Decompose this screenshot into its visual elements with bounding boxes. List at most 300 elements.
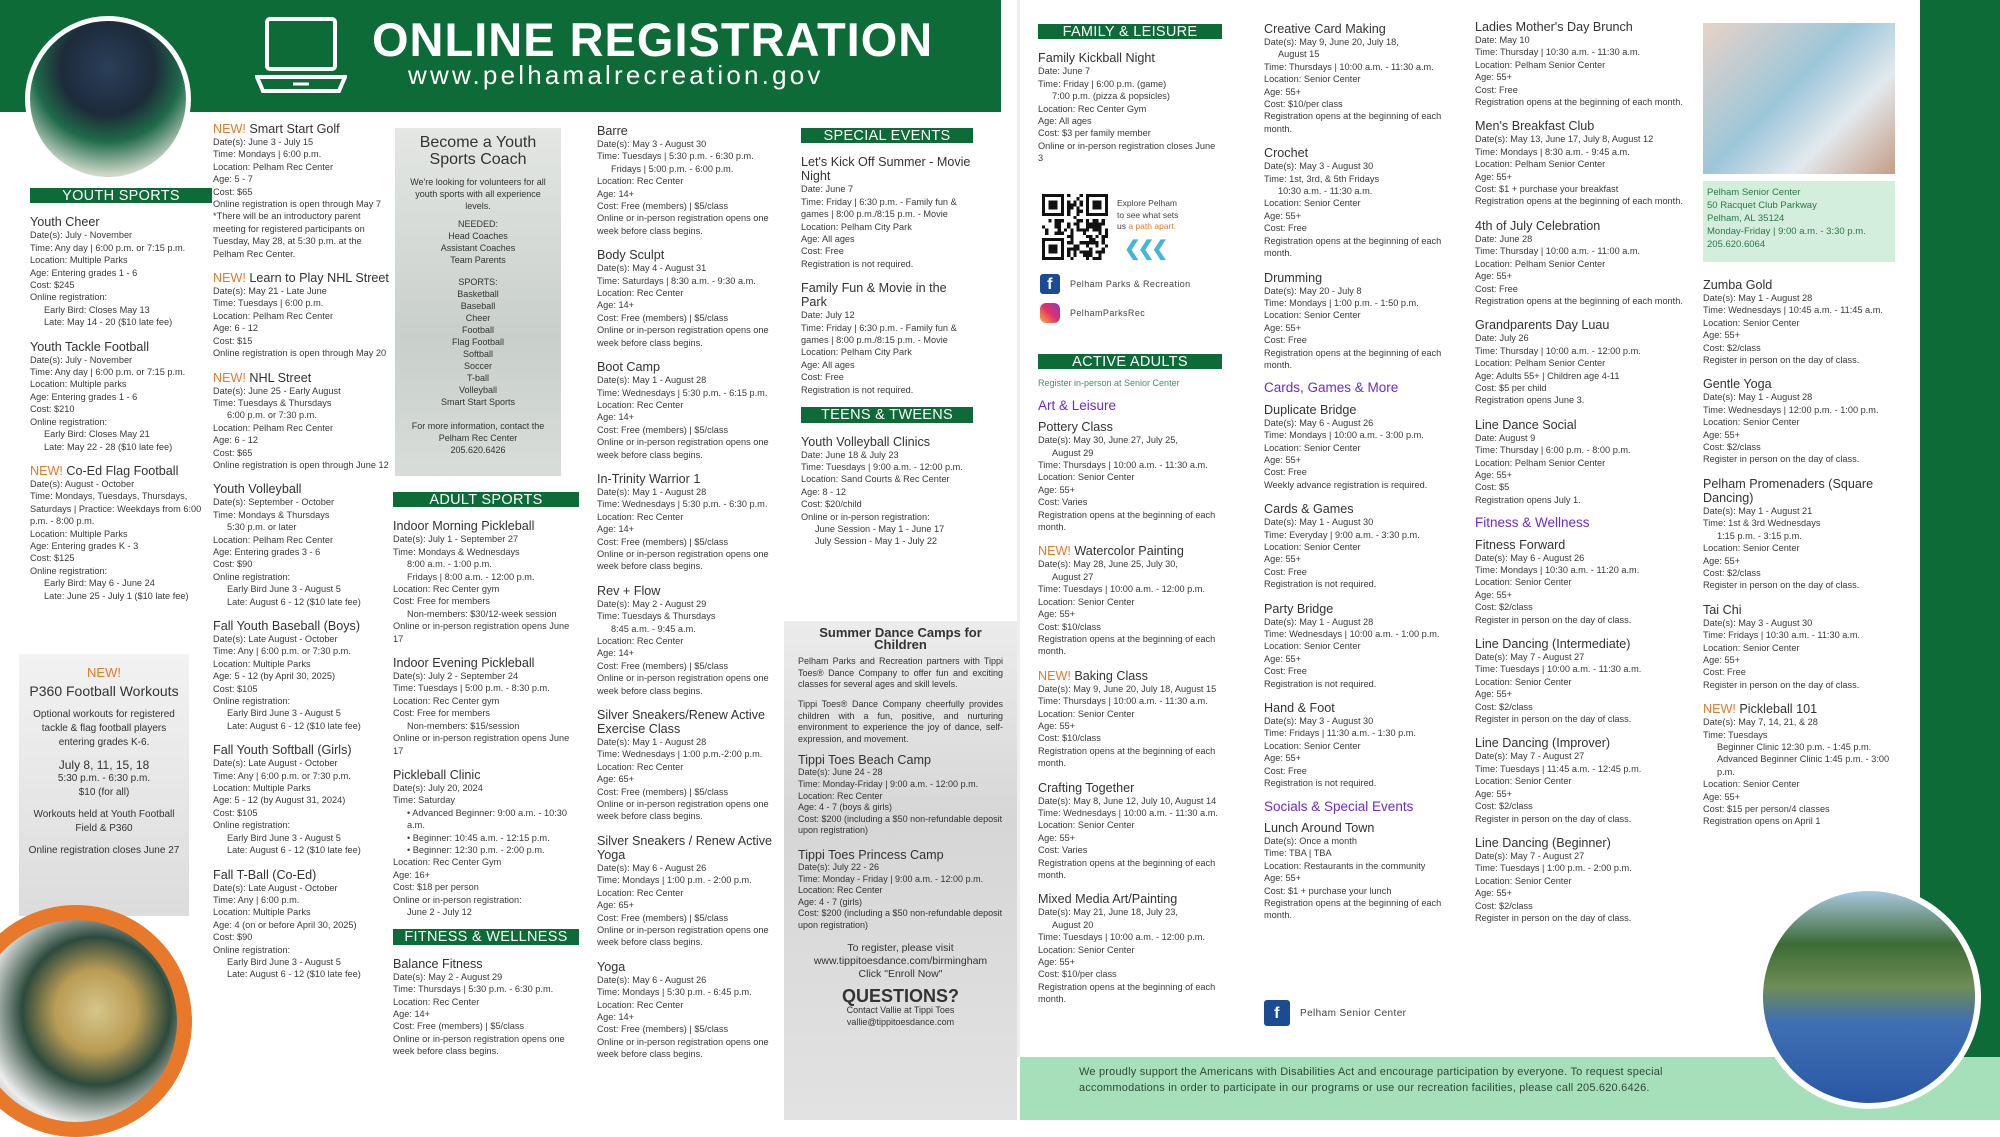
program-detail: Location: Rec Center [597,999,684,1010]
program-detail: Location: Senior Center [1475,577,1572,588]
promo-time: 5:30 p.m. - 6:30 p.m. [57,773,151,784]
program-title [597,960,777,974]
program-title [30,464,212,478]
program-title [1038,51,1222,65]
program-detail: Location: Multiple Parks [213,783,311,794]
program-detail: Time: Fridays | 11:30 a.m. - 1:30 p.m. [1264,728,1416,739]
program-entry [1264,602,1450,690]
program-detail: Early Bird June 3 - August 5 [227,708,341,719]
program-detail: Non-members: $15/session [407,720,520,731]
new-badge: NEW! [213,122,246,136]
program-detail: Date(s): May 21 - Late June [213,286,327,297]
program-name: Lunch Around Town [1264,820,1375,835]
program-name: Family Kickball Night [1038,51,1155,66]
program-detail: Time: Wednesdays | 5:30 p.m. - 6:15 p.m. [597,387,768,398]
program-name: Tippi Toes Beach Camp [798,753,932,768]
program-detail: Time: TBA | TBA [1264,848,1332,859]
program-name: Co-Ed Flag Football [66,463,179,478]
program-detail: Early Bird June 3 - August 5 [227,956,341,967]
program-detail: Location: Senior Center [1038,708,1135,719]
questions-heading: QUESTIONS? [841,986,959,1007]
program-detail: August 15 [1278,49,1320,60]
program-detail: Location: Senior Center [1475,875,1572,886]
program-entry [1703,702,1903,828]
enroll-text: Click "Enroll Now" [858,968,943,981]
program-detail: Date(s): July 1 - September 27 [393,534,519,545]
program-entry [1703,278,1903,366]
program-detail: Time: Thursday | 10:00 a.m. - 11:00 a.m. [1475,246,1641,257]
program-detail: Late: June 25 - July 1 ($10 late fee) [44,590,189,601]
program-name: Ladies Mother's Day Brunch [1475,20,1633,34]
program-detail: Date(s): May 1 - August 30 [1264,517,1374,528]
needed-list [403,230,553,266]
program-detail: Location: Rec Center gym [393,695,500,706]
program-detail: Age: 4 - 7 (boys & girls) [798,802,893,813]
program-detail: Time: Wednesdays | 10:45 a.m. - 11:45 a.m. [1703,305,1883,316]
program-detail: Date(s): May 2 - August 29 [393,971,503,982]
program-title [1475,637,1687,651]
program-name: Let's Kick Off Summer - Movie Night [801,155,971,184]
program-entry [1038,544,1222,657]
subsection-header: Cards, Games & More [1264,380,1399,396]
program-detail: Age: 55+ [1475,271,1513,282]
program-detail: Cost: Free (members) | $5/class [597,660,729,671]
program-title [213,482,391,496]
program-detail: Online or in-person registration opens one week before class begins. [597,437,769,460]
register-text: To register, please visit [847,942,954,955]
adult-sports-column [393,490,579,1069]
program-detail: Online or in-person registration opens one week before class begins. [597,213,769,236]
program-name: Baking Class [1074,668,1148,683]
program-title [597,834,777,862]
program-detail: Date(s): May 2 - August 29 [597,598,707,609]
program-detail: Location: Senior Center [1038,820,1135,831]
program-title [1038,420,1222,434]
program-title [597,124,777,138]
program-title [213,619,391,633]
dance-contact: Contact Vallie at Tippi Toes [846,1005,955,1016]
program-detail: Time: 1st & 3rd Wednesdays [1703,518,1821,529]
program-entry [30,464,212,602]
program-name: Barre [597,124,628,138]
program-detail: Date(s): May 3 - August 30 [597,139,707,149]
facebook-link[interactable] [1040,274,1191,294]
program-entry [597,248,777,349]
program-entry [1475,637,1687,725]
section-header: ACTIVE ADULTS [1038,354,1222,369]
program-detail: *There will be an introductory parent meeting for registered participants on Tuesday, May 28, at 5:30 p.m. at the Pelham Rec Center. [213,211,365,259]
program-detail: Registration opens at the beginning of each month. [1038,633,1216,657]
program-detail: Time: Wednesdays | 10:00 a.m. - 11:30 a.m. [1038,807,1218,818]
list-item: Cheer [465,313,491,323]
youth-sports-column-2 [213,122,391,992]
list-item: Basketball [457,289,499,299]
program-detail: Cost: $2/class [1475,602,1533,613]
program-detail: Registration opens at the beginning of each month. [1264,235,1442,259]
program-detail: Cost: $65 [213,186,253,197]
program-detail: Cost: $2/class [1703,342,1761,353]
program-detail: Location: Rec Center [597,511,684,522]
program-detail: Location: Multiple parks [30,379,127,390]
program-detail: Registration opens at the beginning of each month. [1475,196,1683,207]
program-detail: Cost: Free for members [393,708,491,719]
program-entry [1038,420,1222,533]
senior-events-column [1475,20,1687,935]
program-detail: Location: Senior Center [1264,740,1361,751]
program-detail: Late: August 6 - 12 ($10 late fee) [227,596,361,607]
program-detail: Online registration: [30,292,108,303]
program-detail: Cost: $105 [213,807,258,818]
program-detail: Register in person on the day of class. [1475,813,1632,824]
program-detail: Location: Pelham City Park [801,347,912,358]
fitness-column [597,124,777,1072]
program-entry [1475,418,1687,506]
program-detail: Registration is not required. [1264,778,1377,789]
program-name: Learn to Play NHL Street [249,271,389,286]
program-entry [393,957,579,1058]
explore-line: Explore Pelham [1117,198,1178,208]
program-name: In-Trinity Warrior 1 [597,471,701,486]
program-detail: Time: Mondays | 6:00 p.m. [213,149,322,160]
program-name: 4th of July Celebration [1475,218,1601,233]
program-detail: Cost: Free [801,372,844,383]
program-entry [1475,538,1687,626]
program-title [213,122,391,136]
program-title [597,708,777,736]
program-detail: Fridays | 5:00 p.m. - 6:00 p.m. [611,163,734,174]
program-detail: Age: 8 - 12 [801,486,846,497]
program-detail: August 27 [1052,571,1094,582]
coach-intro: We're looking for volunteers for all youth sports with all experience levels. [410,177,546,211]
program-entry [597,834,777,949]
program-title [1475,538,1687,552]
program-detail: Age: 55+ [1038,720,1076,731]
program-title [393,957,579,971]
program-detail: Cost: Free [1264,765,1307,776]
program-detail: Cost: $20/child [801,499,862,510]
program-detail: Weekly advance registration is required. [1264,479,1428,490]
program-detail: Date(s): May 7 - August 27 [1475,751,1585,762]
program-title [30,215,212,229]
program-name: Gentle Yoga [1703,377,1772,392]
program-name: Youth Cheer [30,215,100,230]
program-detail: Time: Mondays & Wednesdays [393,546,520,557]
program-detail: Online registration: [30,565,108,576]
program-name: Men's Breakfast Club [1475,119,1595,134]
program-detail: Date(s): Late August - October [213,758,338,769]
program-entry [1475,836,1687,924]
program-detail: Register in person on the day of class. [1475,912,1632,923]
list-item: Baseball [460,301,496,311]
dance-link[interactable]: www.tippitoesdance.com/birmingham [813,955,988,968]
program-title [1703,377,1903,391]
program-name: Balance Fitness [393,956,483,971]
program-detail: Time: Thursdays | 10:00 a.m. - 11:30 a.m. [1038,696,1208,707]
program-name: Boot Camp [597,360,660,375]
program-title [1038,892,1222,906]
program-detail: Date: June 28 [1475,233,1533,244]
program-detail: Time: Any | 6:00 p.m. or 7:30 p.m. [213,646,351,657]
program-detail: 5:30 p.m. or later [227,522,297,533]
page-title: ONLINE REGISTRATION [372,13,934,66]
program-title [1264,502,1450,516]
program-detail: Date(s): May 20 - July 8 [1264,285,1362,296]
program-detail: Cost: $15 per person/4 classes [1703,804,1830,814]
program-detail: July Session - May 1 - July 22 [815,536,938,547]
program-detail: Time: Saturday [393,795,455,806]
program-detail: Online registration: [30,416,108,427]
new-badge: NEW! [1038,668,1071,683]
right-green-strip [1920,0,2000,1057]
program-detail: Date(s): July 2 - September 24 [393,671,519,682]
program-detail: Date(s): May 1 - August 28 [597,737,707,748]
program-detail: Location: Senior Center [1703,779,1800,790]
program-name: Tai Chi [1703,602,1742,617]
program-detail: Registration opens at the beginning of each month. [1264,111,1442,134]
new-badge: NEW! [213,271,246,286]
panel-divider [1017,0,1020,1057]
program-detail: Time: Thursdays | 5:30 p.m. - 6:30 p.m. [393,984,554,995]
program-detail: Date(s): May 7 - August 27 [1475,850,1585,861]
list-item: Head Coaches [448,231,508,241]
program-detail: Date: June 7 [1038,66,1091,77]
program-title [213,371,391,385]
program-detail: Time: Tuesdays | 10:00 a.m. - 11:30 a.m. [1475,664,1642,675]
program-entry [213,743,391,856]
program-title [597,360,777,374]
program-detail: Age: 55+ [1038,957,1076,968]
explore-line: us [1117,221,1126,231]
program-detail: Location: Multiple Parks [213,658,311,669]
program-detail: Location: Senior Center [1703,543,1800,554]
program-detail: Time: Tuesdays & Thursdays [597,611,716,622]
program-detail: Cost: $200 (including a $50 non-refundable deposit upon registration) [798,908,1003,930]
program-entry [597,584,777,697]
program-title [1703,603,1903,617]
program-detail: Register in person on the day of class. [1703,580,1860,591]
program-detail: Age: 55+ [1264,454,1302,465]
program-detail: Online or in-person registration opens one week before class begins. [597,673,769,696]
program-name: NHL Street [249,370,312,385]
program-detail: Date(s): May 30, June 27, July 25, [1038,435,1178,446]
program-detail: Time: Tuesdays [1703,729,1768,740]
program-detail: Age: 55+ [1264,322,1302,333]
new-badge: NEW! [213,370,246,385]
program-detail: Cost: $90 [213,932,253,943]
program-title [801,281,973,309]
program-detail: Age: 55+ [1475,171,1513,182]
dance-email[interactable]: vallie@tippitoesdance.com [846,1016,955,1027]
qr-code[interactable] [1042,194,1108,260]
program-detail: Cost: $5 per child [1475,382,1547,393]
coach-recruitment-box [395,128,561,476]
coach-title: Become a Youth Sports Coach [419,134,537,168]
program-title [1703,477,1903,505]
program-entry [801,155,973,270]
explore-line: to see what sets [1117,209,1179,220]
list-item: Volleyball [458,385,498,395]
program-detail: Date(s): May 1 - August 28 [1703,293,1813,303]
program-detail: Date(s): June 3 - July 15 [213,137,314,147]
program-detail: Cost: $200 (including a $50 non-refundable deposit upon registration) [798,813,1003,836]
program-name: Indoor Evening Pickleball [393,656,535,671]
program-detail: Time: Any | 6:00 p.m. or 7:30 p.m. [213,770,351,781]
program-detail: 10:30 a.m. - 11:30 a.m. [1278,186,1373,197]
program-entry [213,868,391,981]
youth-sports-column [30,186,212,613]
program-detail: • Advanced Beginner: 9:00 a.m. - 10:30 a.m. [407,807,568,831]
program-detail: Time: Everyday | 9:00 a.m. - 3:30 p.m. [1264,529,1420,540]
program-title [393,768,579,782]
program-detail: 8:00 a.m. - 1:00 p.m. [407,559,492,570]
program-detail: Registration is not required. [1264,678,1377,689]
program-detail: Location: Pelham Senior Center [1475,59,1606,70]
program-detail: Location: Senior Center [1703,317,1800,328]
coach-contact: For more information, contact the Pelham Rec Center [411,421,545,443]
program-detail: Time: Tuesdays | 9:00 a.m. - 12:00 p.m. [801,461,963,472]
program-name: Fitness Forward [1475,537,1566,552]
program-detail: Time: Thursdays | 10:00 a.m. - 11:30 a.m. [1038,460,1208,471]
program-detail: Date(s): Once a month [1264,835,1357,846]
program-detail: Date(s): May 8, June 12, July 10, August 14 [1038,795,1217,806]
program-name: Drumming [1264,270,1323,285]
family-leisure-column [1038,22,1222,176]
program-detail: Cost: $125 [30,553,75,564]
program-detail: Age: Entering grades 1 - 6 [30,391,138,402]
program-detail: Cost: $5 [1475,482,1510,493]
program-detail: Time: Friday | 6:00 p.m. (game) [1038,78,1167,89]
program-detail: Cost: $10/per class [1264,99,1343,110]
section-header: YOUTH SPORTS [30,188,212,203]
program-name: Pottery Class [1038,420,1113,435]
program-detail: Cost: $105 [213,683,258,694]
program-detail: Age: 4 - 7 (girls) [798,896,863,907]
program-name: Yoga [597,959,626,974]
program-detail: Cost: Free (members) | $5/class [597,1024,729,1035]
program-entry [1038,892,1222,1005]
dance-camps-panel [784,621,1017,1120]
program-name: Fall Youth Baseball (Boys) [213,619,361,633]
program-detail: Date(s): May 3 - August 30 [1264,161,1374,172]
program-entry [1038,669,1222,770]
program-name: Body Sculpt [597,248,665,263]
program-title [1264,403,1450,417]
program-detail: Age: 55+ [1475,469,1513,480]
program-detail: Non-members: $30/12-week session [407,608,557,619]
program-entry [1703,377,1903,465]
program-detail: Date(s): May 1 - August 28 [597,375,707,386]
program-entry [1475,119,1687,207]
program-detail: Date(s): May 3 - August 30 [1264,716,1374,727]
program-detail: Time: Thursday | 6:00 p.m. - 8:00 p.m. [1475,445,1631,456]
program-detail: Date(s): May 3 - August 30 [1703,617,1813,628]
program-detail: Age: 5 - 12 (by August 31, 2024) [213,795,346,806]
program-detail: Online registration: [213,820,291,831]
program-detail: Date(s): July - November [30,354,133,365]
center-phone[interactable]: 205.620.6064 [1707,239,1766,250]
program-detail: Cost: Free (members) | $5/class [597,201,729,212]
program-detail: Age: 16+ [393,869,431,880]
program-detail: Late: May 14 - 20 ($10 late fee) [44,317,173,328]
program-entry [1038,781,1222,882]
program-title [30,340,212,354]
program-detail: Date: August 9 [1475,432,1536,443]
program-detail: Cost: $2/class [1703,442,1761,453]
ada-statement: We proudly support the Americans with Disabilities Act and encourage participation by everyone. To request special accommodations in order to participate in our programs or use our recreation facilities, please call 205.620.6426. [1079,1066,1663,1094]
program-detail: Age: 14+ [597,412,635,423]
program-detail: Register in person on the day of class. [1703,355,1860,366]
explore-accent: a path apart. [1128,221,1177,231]
program-name: Pickleball 101 [1739,702,1818,717]
program-detail: Time: Mondays | 10:00 a.m. - 3:00 p.m. [1264,430,1424,441]
program-title [798,848,1003,862]
program-detail: Fridays | 8:00 a.m. - 12:00 p.m. [407,571,535,582]
program-detail: Location: Senior Center [1038,472,1135,483]
program-detail: Time: Fridays | 10:30 a.m. - 11:30 a.m. [1703,630,1861,641]
facebook-label: Pelham Senior Center [1300,1007,1407,1019]
dance-desc: Tippi Toes® Dance Company cheerfully provides children with a fun, positive, and nurturing environment to experience the joy of dance, self-expression, and movement. [798,698,1003,744]
program-detail: Age: 6 - 12 [213,323,258,334]
program-entry [1264,22,1450,135]
senior-facebook-link[interactable] [1264,1000,1406,1026]
cheerleaders-photo [25,16,191,182]
new-badge: NEW! [87,665,121,680]
program-entry [597,708,777,823]
program-detail: Date(s): May 1 - August 21 [1703,505,1813,516]
program-detail: Time: Tuesdays | 10:00 a.m. - 12:00 p.m. [1038,584,1205,595]
program-detail: Date(s): May 6 - August 26 [597,862,707,873]
program-detail: 6:00 p.m. or 7:30 p.m. [227,410,317,421]
program-detail: Age: 55+ [1038,609,1076,620]
instagram-link[interactable] [1040,303,1145,323]
needed-label: NEEDED: [457,219,498,229]
coach-phone[interactable]: 205.620.6426 [450,445,506,455]
program-detail: Age: All ages [801,359,855,370]
program-detail: Age: All ages [1038,116,1092,127]
program-name: Creative Card Making [1264,22,1386,36]
program-detail: Time: Monday - Friday | 9:00 a.m. - 12:00 p.m. [798,873,984,884]
program-name: Crochet [1264,146,1309,161]
program-title [1038,781,1222,795]
program-detail: Location: Pelham Senior Center [1475,358,1606,369]
program-detail: Cost: $2/class [1703,567,1761,578]
program-detail: Location: Rec Center [393,996,480,1007]
program-detail: Date(s): May 21, June 18, July 23, [1038,907,1178,918]
program-detail: Location: Rec Center [597,399,684,410]
program-title [798,753,1003,767]
program-entry [1264,271,1450,372]
program-detail: Date(s): May 28, June 25, July 30, [1038,559,1178,570]
program-title [1038,669,1222,683]
program-title [1475,219,1687,233]
program-entry [30,340,212,453]
website-link[interactable]: www.pelhamalrecreation.gov [408,60,824,90]
program-detail: Online or in-person registration opens one week before class begins. [393,1033,565,1057]
program-detail: Time: Saturdays | 8:30 a.m. - 9:30 a.m. [597,275,756,286]
new-badge: NEW! [1703,702,1736,717]
program-detail: Location: Senior Center [1703,417,1800,428]
program-detail: Cost: Free (members) | $5/class [597,536,729,547]
program-detail: Time: Any day | 6:00 p.m. or 7:15 p.m. [30,367,186,378]
facebook-label: Pelham Parks & Recreation [1070,279,1191,289]
program-name: Smart Start Golf [249,122,340,136]
program-entry [1264,701,1450,789]
program-detail: Date(s): July - November [30,230,133,241]
program-detail: Online or in-person registration closes June 3 [1038,140,1216,164]
program-entry [30,215,212,328]
instagram-icon [1040,303,1060,323]
program-detail: Cost: $1 + purchase your breakfast [1475,184,1619,195]
